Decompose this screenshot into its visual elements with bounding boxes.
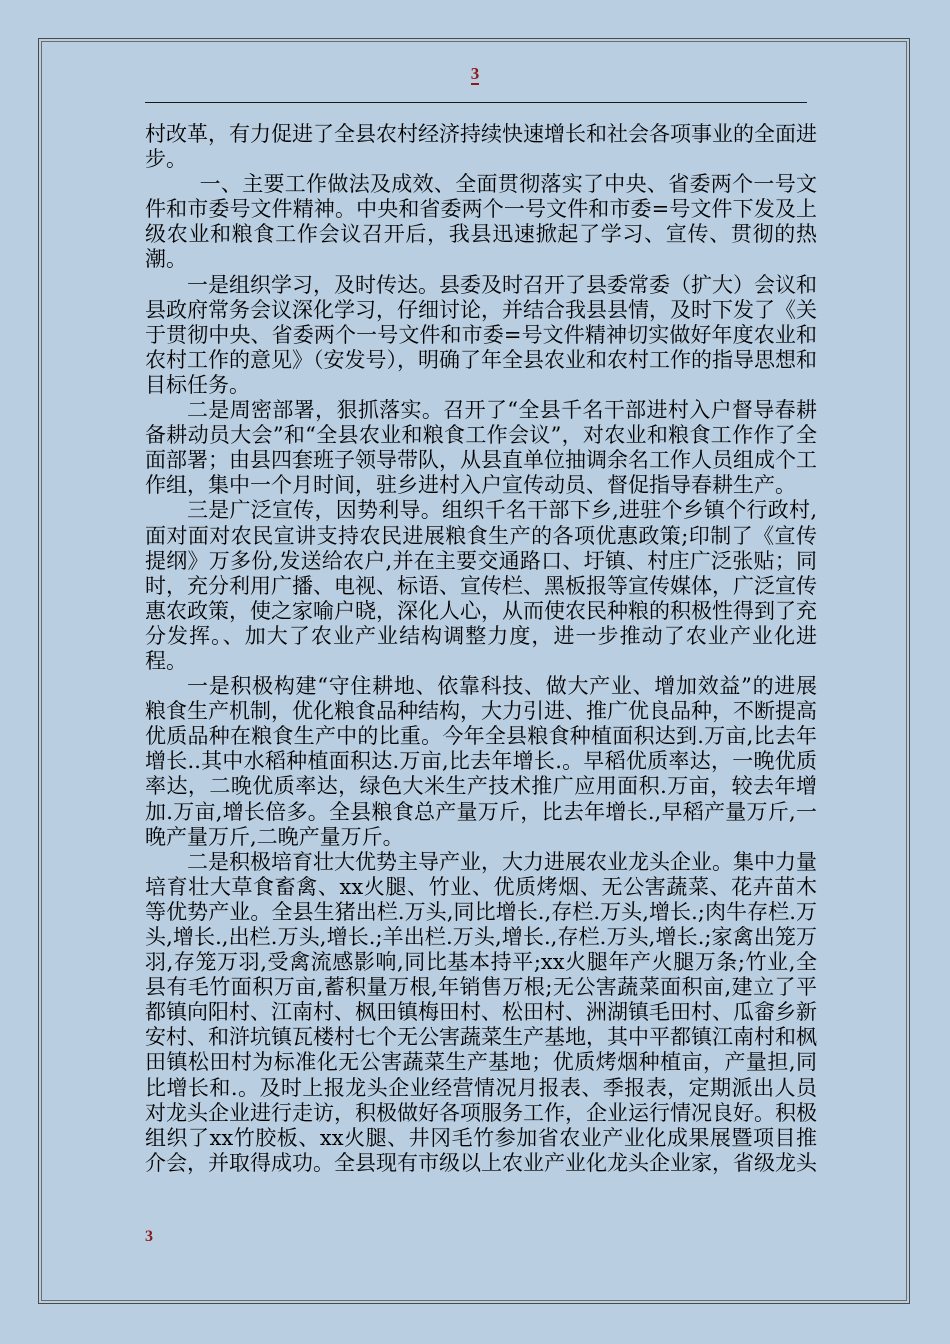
paragraph: 一是组织学习，及时传达。县委及时召开了县委常委（扩大）会议和县政府常务会议深化学习，仔细讨论，并结合我县县情，及时下发了《关于贯彻中央、省委两个一号文件和市委=号文件精神切实做好年度农业和农村工作的意见》（安发号），明确了年全县农业和农村工作的指导思想和目标任务。 xyxy=(145,272,817,397)
header-page-number-text: 3 xyxy=(470,64,480,83)
footer-page-number: 3 xyxy=(145,1228,153,1245)
paragraph: 一、主要工作做法及成效、全面贯彻落实了中央、省委两个一号文件和市委号文件精神。中央和省委两个一号文件和市委=号文件下发及上级农业和粮食工作会议召开后，我县迅速掀起了学习、宣传、贯彻的热潮。 xyxy=(145,172,817,272)
document-body xyxy=(145,122,817,1176)
paragraph: 二是周密部署，狠抓落实。召开了“全县千名干部进村入户督导春耕备耕动员大会”和“全县农业和粮食工作会议”，对农业和粮食工作作了全面部署；由县四套班子领导带队，从县直单位抽调余名工作人员组成个工作组，集中一个月时间，驻乡进村入户宣传动员、督促指导春耕生产。 xyxy=(145,398,817,498)
header-page-number xyxy=(0,64,950,84)
paragraph: 村改革，有力促进了全县农村经济持续快速增长和社会各项事业的全面进步。 xyxy=(145,122,817,172)
paragraph: 二是积极培育壮大优势主导产业，大力进展农业龙头企业。集中力量培育壮大草食畜禽、xx火腿、竹业、优质烤烟、无公害蔬菜、花卉苗木等优势产业。全县生猪出栏.万头,同比增长.,存栏.万头,增长.;肉牛存栏.万头,增长.,出栏.万头,增长.;羊出栏.万头,增长.,存栏.万头,增长.;家禽出笼万羽,存笼万羽,受禽流感影响,同比基本持平;xx火腿年产火腿万条;竹业,全县有毛竹面积万亩,蓄积量万根,年销售万根;无公害蔬菜面积亩,建立了平都镇向阳村、江南村、枫田镇梅田村、松田村、洲湖镇毛田村、瓜畲乡新安村、和浒坑镇瓦楼村七个无公害蔬菜生产基地，其中平都镇江南村和枫田镇松田村为标准化无公害蔬菜生产基地；优质烤烟种植亩，产量担,同比增长和.。及时上报龙头企业经营情况月报表、季报表，定期派出人员对龙头企业进行走访，积极做好各项服务工作，企业运行情况良好。积极组织了xx竹胶板、xx火腿、井冈毛竹参加省农业产业化成果展暨项目推介会，并取得成功。全县现有市级以上农业产业化龙头企业家，省级龙头 xyxy=(145,849,817,1175)
paragraph: 一是积极构建“守住耕地、依靠科技、做大产业、增加效益”的进展粮食生产机制，优化粮食品种结构，大力引进、推广优良品种，不断提高优质品种在粮食生产中的比重。今年全县粮食种植面积达到.万亩,比去年增长..其中水稻种植面积达.万亩,比去年增长.。早稻优质率达，一晚优质率达，二晚优质率达，绿色大米生产技术推广应用面积.万亩，较去年增加.万亩,增长倍多。全县粮食总产量万斤，比去年增长.,早稻产量万斤,一晚产量万斤,二晚产量万斤。 xyxy=(145,674,817,849)
header-rule xyxy=(145,102,807,103)
paragraph: 三是广泛宣传，因势利导。组织千名干部下乡,进驻个乡镇个行政村,面对面对农民宣讲支持农民进展粮食生产的各项优惠政策;印制了《宣传提纲》万多份,发送给农户,并在主要交通路口、圩镇、村庄广泛张贴；同时，充分利用广播、电视、标语、宣传栏、黑板报等宣传媒体，广泛宣传惠农政策，使之家喻户晓，深化人心，从而使农民种粮的积极性得到了充分发挥。、加大了农业产业结构调整力度，进一步推动了农业产业化进程。 xyxy=(145,498,817,673)
